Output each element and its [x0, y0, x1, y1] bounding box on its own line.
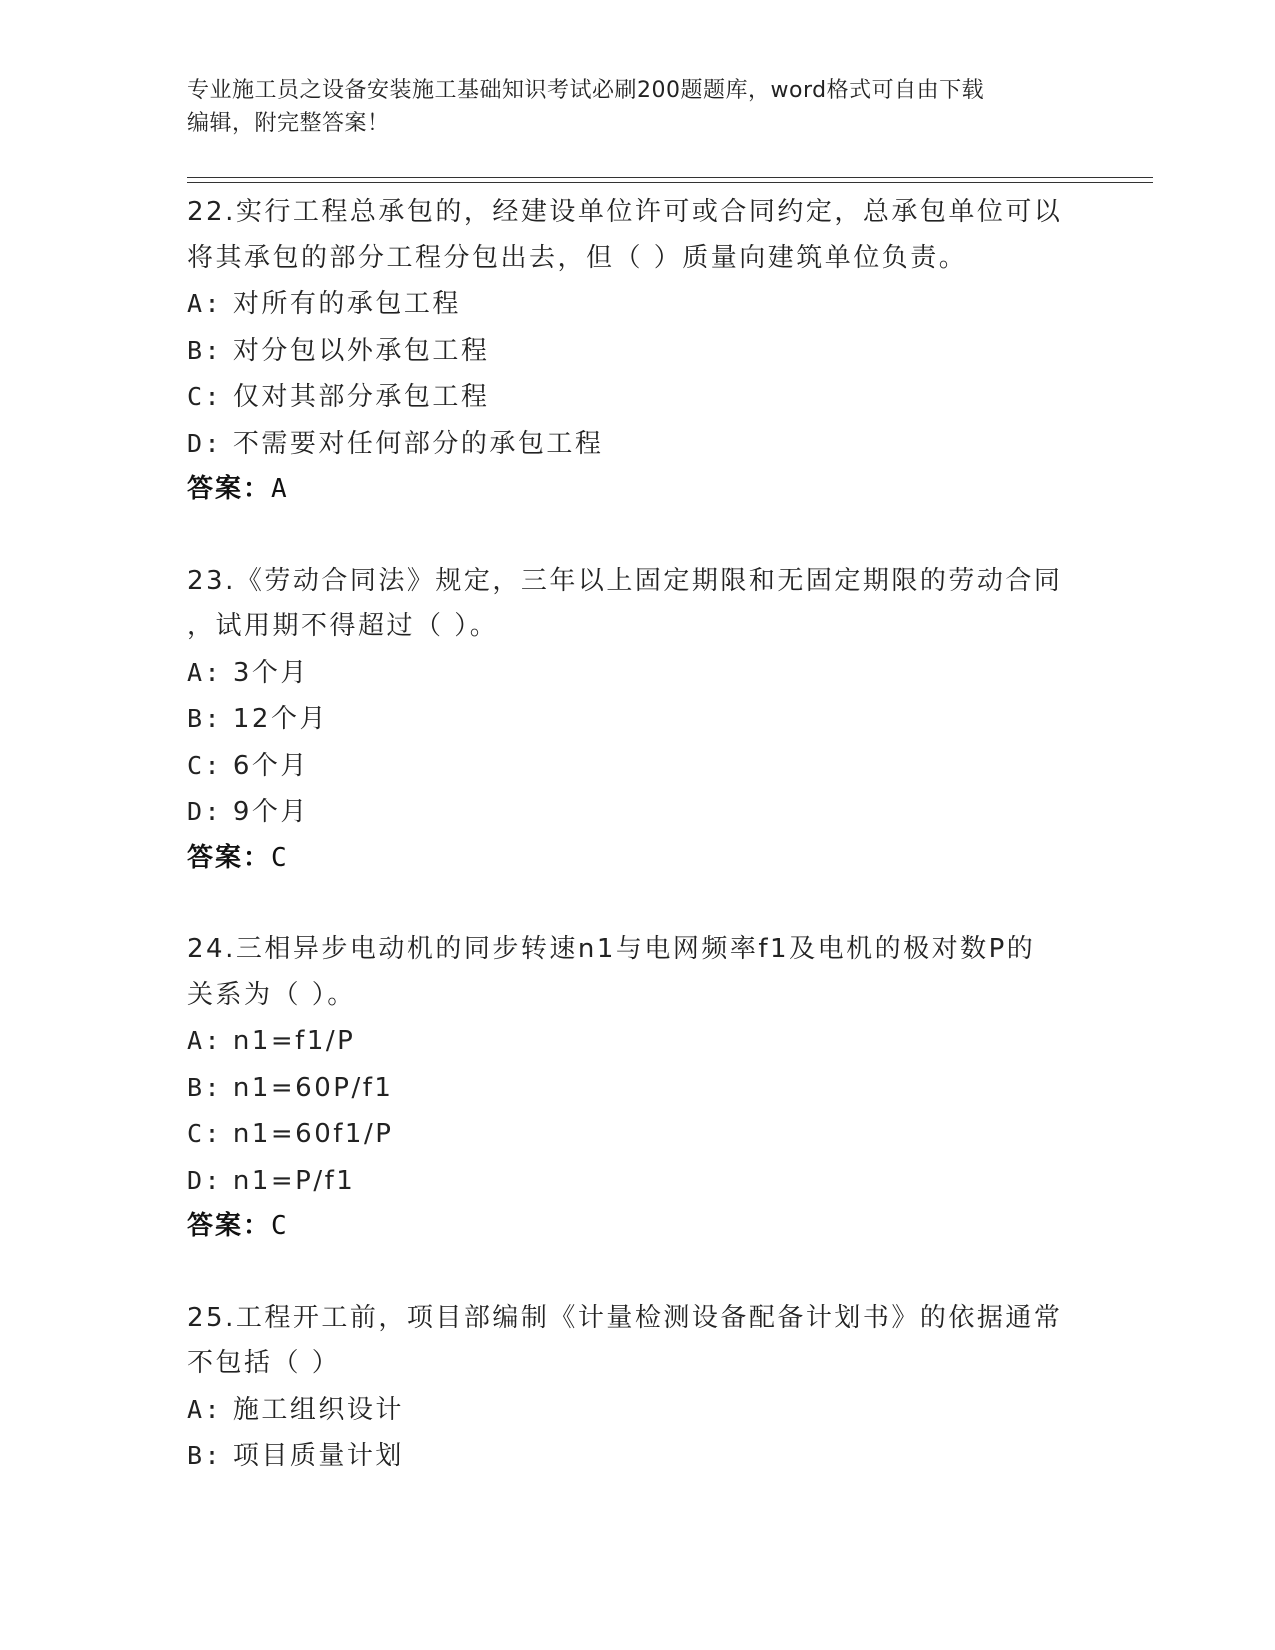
answer-label: 答案：	[187, 474, 272, 504]
answer-value: C	[271, 842, 289, 873]
option-letter: B:	[187, 335, 223, 365]
question-stem-line: 将其承包的部分工程分包出去，但（ ）质量向建筑单位负责。	[187, 242, 968, 273]
option-text: 9个月	[222, 797, 309, 827]
option-text: 不需要对任何部分的承包工程	[222, 428, 604, 459]
header-title-line-2: 编辑，附完整答案！	[187, 111, 390, 136]
option-a	[187, 281, 1087, 328]
option-text: 6个月	[222, 750, 309, 781]
question-23	[187, 559, 1087, 882]
option-text: 对分包以外承包工程	[222, 335, 490, 366]
question-list	[187, 190, 1087, 1480]
option-letter: A:	[187, 657, 223, 687]
option-text: n1=60P/f1	[222, 1072, 394, 1103]
question-stem-line: ，试用期不得超过（ ）。	[187, 611, 499, 641]
answer-line	[187, 1204, 1087, 1250]
option-text: 施工组织设计	[222, 1394, 404, 1425]
question-stem-line: 25.工程开工前，项目部编制《计量检测设备配备计划书》的依据通常	[187, 1302, 1063, 1333]
question-stem-line: 不包括（ ）	[187, 1348, 341, 1378]
option-a	[187, 650, 1087, 697]
option-letter: A:	[187, 1394, 223, 1424]
answer-line	[187, 836, 1087, 882]
question-stem-line: 22.实行工程总承包的，经建设单位许可或合同约定，总承包单位可以	[187, 197, 1063, 227]
option-text: 12个月	[222, 704, 328, 734]
option-letter: B:	[187, 704, 223, 733]
option-text: 项目质量计划	[222, 1441, 404, 1471]
header-divider-top	[187, 177, 1153, 178]
option-letter: D:	[187, 428, 223, 458]
option-text: 3个月	[222, 657, 309, 688]
answer-label: 答案：	[187, 1211, 272, 1241]
option-letter: C:	[187, 750, 223, 780]
option-letter: B:	[187, 1441, 223, 1470]
option-d	[187, 1158, 1087, 1205]
option-text: 对所有的承包工程	[222, 289, 461, 319]
answer-value: A	[271, 474, 289, 504]
option-b	[187, 328, 1087, 375]
question-stem-line: 23.《劳动合同法》规定，三年以上固定期限和无固定期限的劳动合同	[187, 565, 1063, 596]
option-letter: C:	[187, 382, 223, 411]
answer-label: 答案：	[187, 842, 272, 873]
option-letter: A:	[187, 289, 223, 318]
option-c	[187, 1111, 1087, 1158]
option-letter: B:	[187, 1072, 223, 1102]
option-d	[187, 789, 1087, 836]
option-letter: D:	[187, 797, 223, 826]
document-header	[187, 74, 1087, 140]
option-text: n1=60f1/P	[222, 1119, 394, 1149]
option-letter: A:	[187, 1026, 223, 1055]
option-c	[187, 374, 1087, 421]
header-divider-bottom	[187, 182, 1153, 183]
option-text: 仅对其部分承包工程	[222, 382, 490, 412]
answer-value: C	[271, 1211, 289, 1241]
option-b	[187, 696, 1087, 743]
option-text: n1=f1/P	[222, 1026, 356, 1056]
option-d	[187, 421, 1087, 468]
option-a	[187, 1018, 1087, 1065]
option-a	[187, 1387, 1087, 1434]
option-b	[187, 1433, 1087, 1480]
option-c	[187, 743, 1087, 790]
question-stem-line: 24.三相异步电动机的同步转速n1与电网频率f1及电机的极对数P的	[187, 934, 1036, 964]
question-24	[187, 927, 1087, 1250]
option-b	[187, 1065, 1087, 1112]
answer-line	[187, 467, 1087, 513]
option-text: n1=P/f1	[222, 1165, 356, 1196]
header-title-line-1: 专业施工员之设备安装施工基础知识考试必刷200题题库，word格式可自由下载	[187, 78, 985, 103]
question-25	[187, 1296, 1087, 1480]
question-22	[187, 190, 1087, 513]
question-stem-line: 关系为（ ）。	[187, 979, 356, 1010]
option-letter: D:	[187, 1165, 223, 1195]
option-letter: C:	[187, 1119, 223, 1148]
